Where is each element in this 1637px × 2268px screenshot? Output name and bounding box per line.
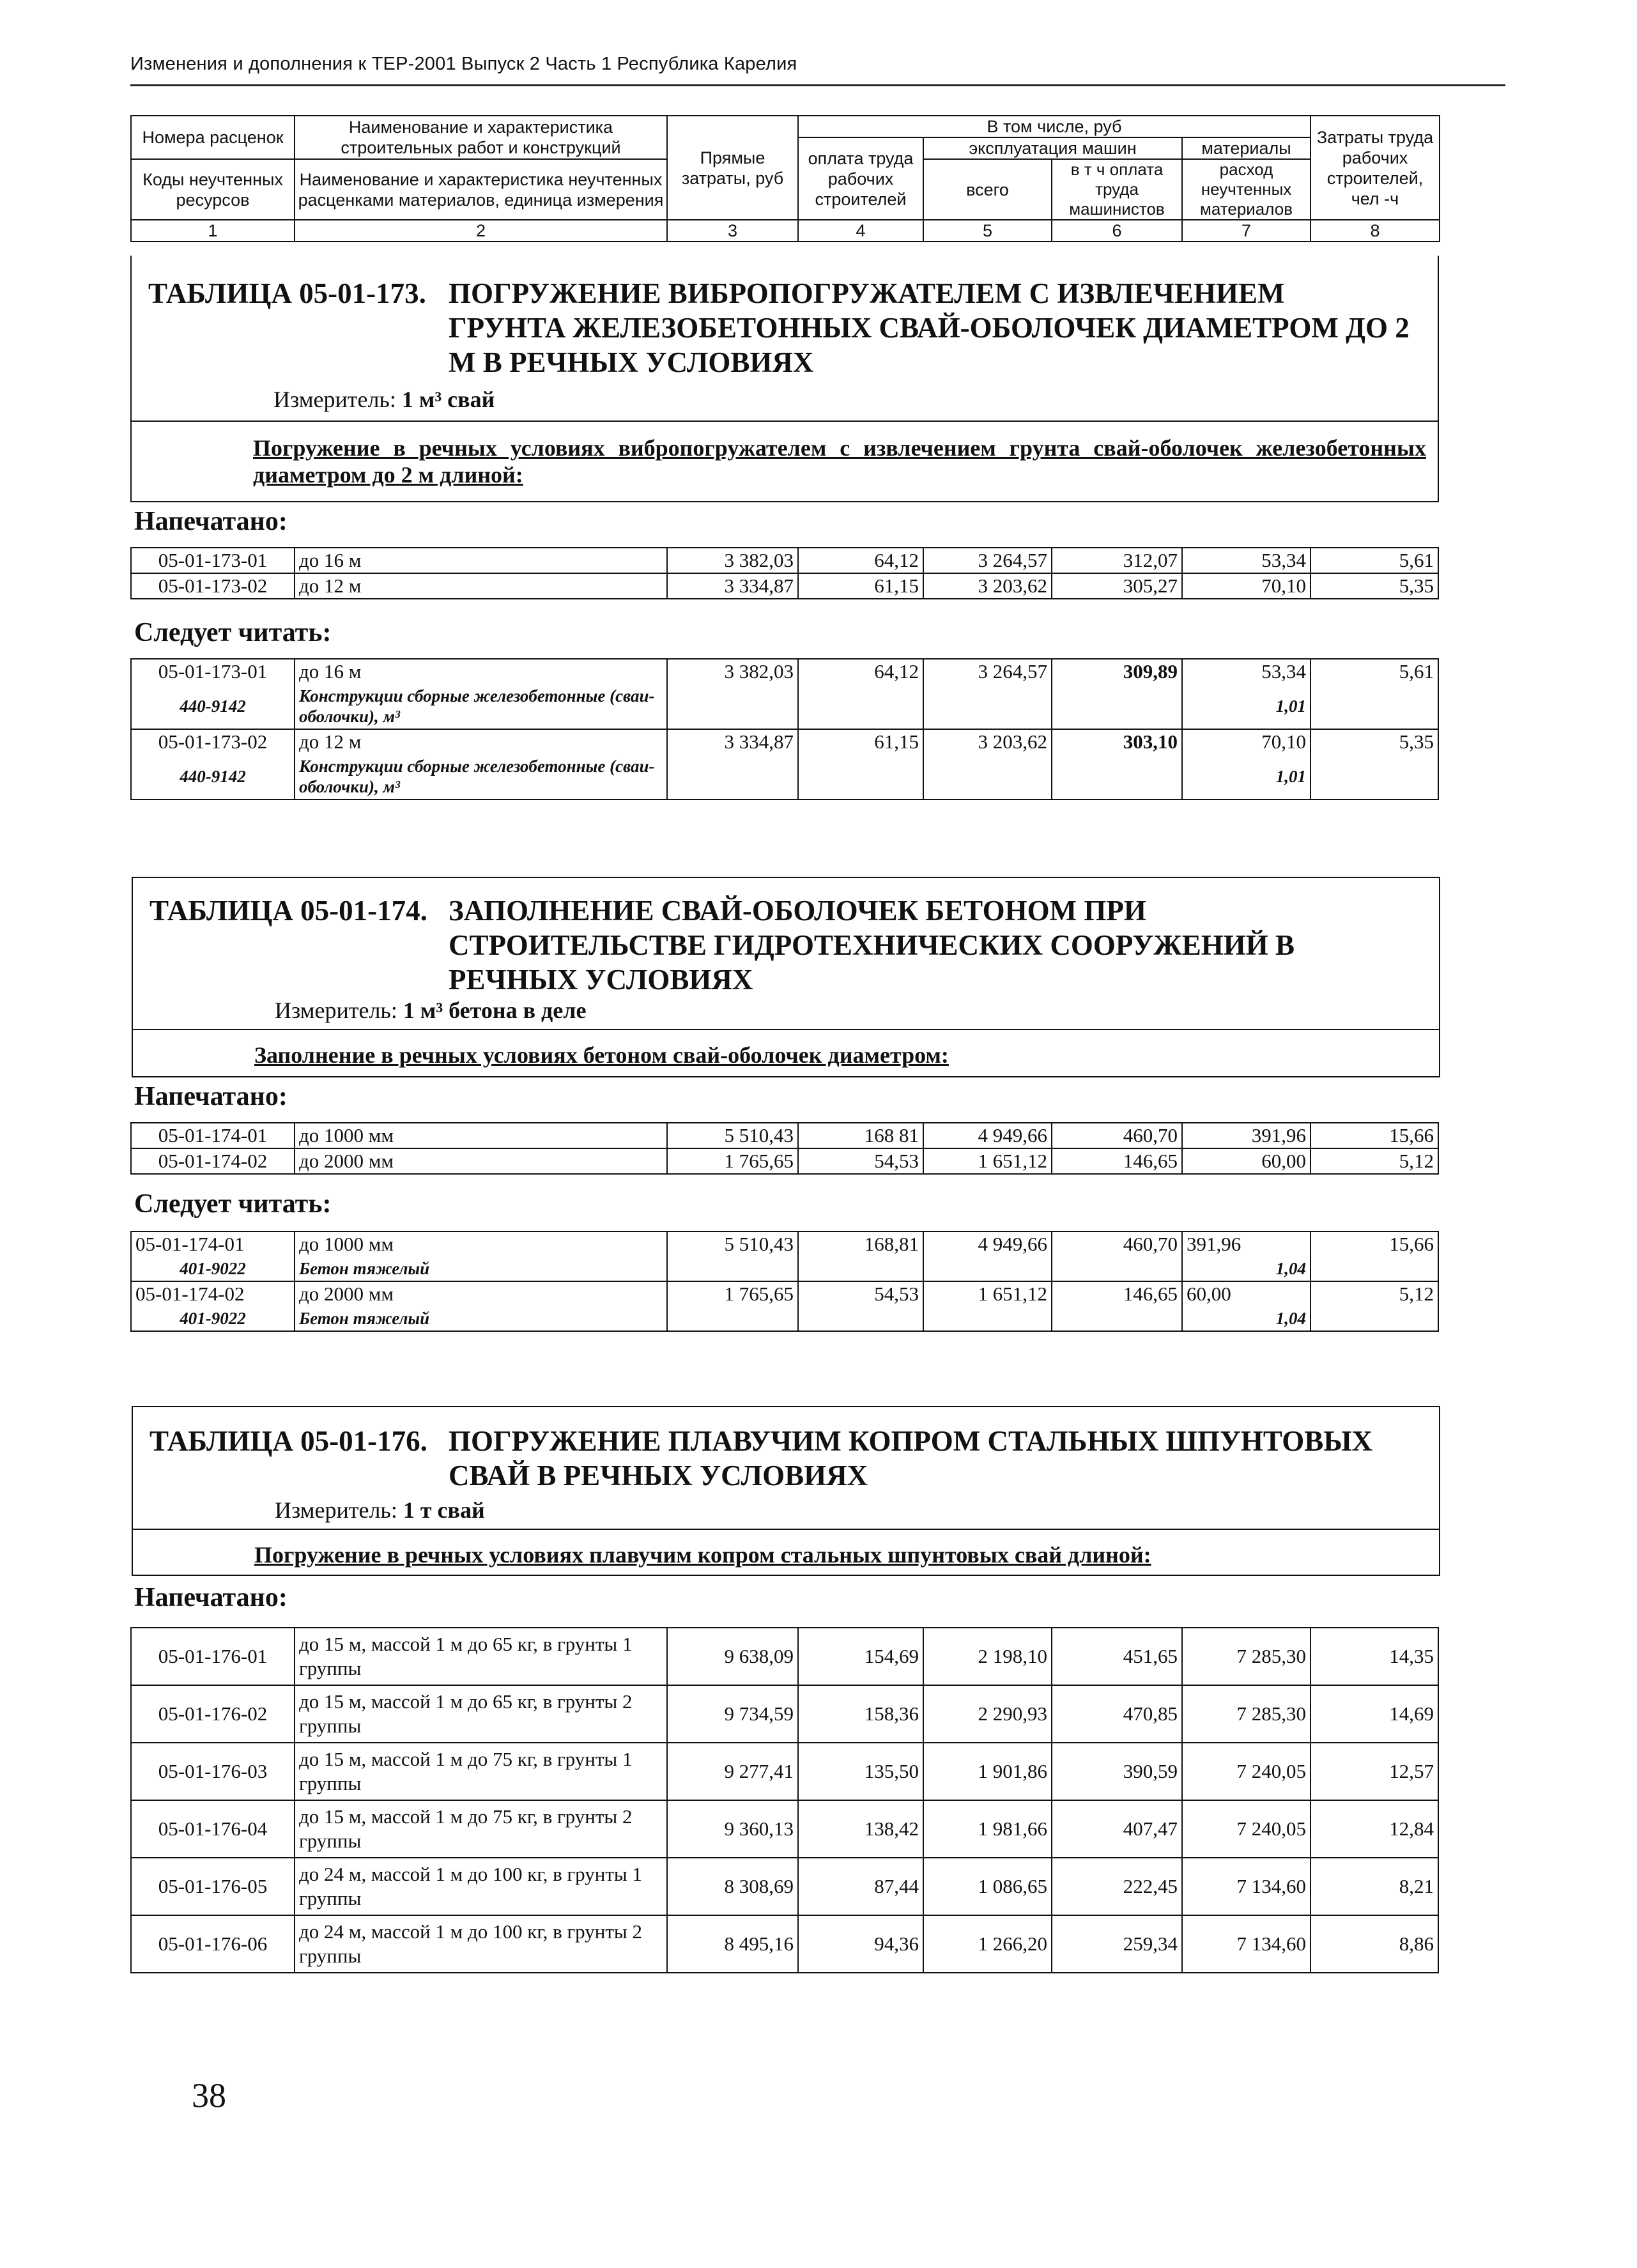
row-c5: 3 203,62 bbox=[923, 729, 1052, 754]
col-2b-header: Наименование и характеристика неучтенных расценками материалов, единица измерения bbox=[295, 159, 667, 220]
empty-cell bbox=[1052, 684, 1182, 729]
row-c3: 3 334,87 bbox=[667, 729, 798, 754]
empty-cell bbox=[798, 754, 923, 799]
row-c6: 390,59 bbox=[1052, 1743, 1182, 1800]
row-name: до 15 м, массой 1 м до 75 кг, в грунты 2 группы bbox=[295, 1800, 667, 1858]
empty-cell bbox=[798, 1306, 923, 1331]
row-c8: 14,35 bbox=[1310, 1628, 1438, 1685]
table-174-read-label: Следует читать: bbox=[134, 1189, 332, 1219]
table-row bbox=[131, 729, 1438, 754]
empty-cell bbox=[1052, 754, 1182, 799]
row-c4: 158,36 bbox=[798, 1685, 923, 1743]
row-code: 05-01-173-01 bbox=[131, 659, 295, 684]
column-header-table bbox=[130, 115, 1440, 242]
table-176-title-line2: СВАЙ В РЕЧНЫХ УСЛОВИЯХ bbox=[449, 1460, 868, 1492]
table-row bbox=[131, 1231, 1438, 1256]
col-num-5: 5 bbox=[923, 220, 1052, 242]
row-c8: 15,66 bbox=[1310, 1231, 1438, 1256]
resource-row bbox=[131, 1256, 1438, 1281]
row-c5: 1 266,20 bbox=[923, 1915, 1052, 1973]
row-c4: 87,44 bbox=[798, 1858, 923, 1915]
table-174-measure bbox=[275, 997, 586, 1024]
col-num-8: 8 bbox=[1310, 220, 1440, 242]
col-num-3: 3 bbox=[667, 220, 798, 242]
machines-header: эксплуатация машин bbox=[923, 137, 1182, 159]
table-173-title-box bbox=[130, 256, 1439, 502]
table-176-title-prefix: ТАБЛИЦА 05-01-176. bbox=[150, 1425, 427, 1457]
table-173-description: Погружение в речных условиях вибропогружателем с извлечением грунта свай-оболочек железобетонных диаметром до 2 м длиной: bbox=[253, 435, 1426, 488]
row-code: 05-01-176-03 bbox=[131, 1743, 295, 1800]
table-173-title-prefix: ТАБЛИЦА 05-01-173. bbox=[148, 277, 426, 309]
incl-header: В том числе, руб bbox=[798, 116, 1310, 137]
row-c3: 9 360,13 bbox=[667, 1800, 798, 1858]
table-174-corrected bbox=[130, 1231, 1439, 1332]
row-c5: 3 264,57 bbox=[923, 659, 1052, 684]
row-c8: 5,35 bbox=[1310, 729, 1438, 754]
row-c6: 470,85 bbox=[1052, 1685, 1182, 1743]
table-176-title-line1: ПОГРУЖЕНИЕ ПЛАВУЧИМ КОПРОМ СТАЛЬНЫХ ШПУНТОВЫХ bbox=[449, 1425, 1372, 1457]
row-c4: 61,15 bbox=[798, 573, 923, 599]
resource-qty: 1,01 bbox=[1182, 754, 1310, 799]
row-c8: 8,86 bbox=[1310, 1915, 1438, 1973]
row-c8: 5,61 bbox=[1310, 659, 1438, 684]
col-num-2: 2 bbox=[295, 220, 667, 242]
empty-cell bbox=[667, 754, 798, 799]
empty-cell bbox=[1310, 1306, 1438, 1331]
row-c3: 8 495,16 bbox=[667, 1915, 798, 1973]
resource-code: 440-9142 bbox=[131, 684, 295, 729]
table-173-printed-label: Напечатано: bbox=[134, 507, 288, 536]
table-row bbox=[131, 573, 1438, 599]
table-173-measure-label: Измеритель: bbox=[273, 387, 396, 412]
row-code: 05-01-176-04 bbox=[131, 1800, 295, 1858]
row-c8: 14,69 bbox=[1310, 1685, 1438, 1743]
row-c7: 70,10 bbox=[1182, 573, 1310, 599]
table-176-printed bbox=[130, 1627, 1439, 1973]
row-c8: 5,61 bbox=[1310, 548, 1438, 573]
resource-row bbox=[131, 1306, 1438, 1331]
row-c6: 451,65 bbox=[1052, 1628, 1182, 1685]
row-c7: 7 285,30 bbox=[1182, 1685, 1310, 1743]
col-6-header: в т ч оплата труда машинистов bbox=[1052, 159, 1182, 220]
row-name: до 2000 мм bbox=[295, 1148, 667, 1174]
row-c8: 15,66 bbox=[1310, 1123, 1438, 1148]
row-c3: 9 277,41 bbox=[667, 1743, 798, 1800]
row-name: до 12 м bbox=[295, 729, 667, 754]
row-c8: 5,12 bbox=[1310, 1148, 1438, 1174]
table-174-separator bbox=[133, 1029, 1439, 1030]
row-c6: 259,34 bbox=[1052, 1915, 1182, 1973]
row-name: до 15 м, массой 1 м до 65 кг, в грунты 1 группы bbox=[295, 1628, 667, 1685]
row-c8: 8,21 bbox=[1310, 1858, 1438, 1915]
empty-cell bbox=[923, 684, 1052, 729]
table-row bbox=[131, 1281, 1438, 1306]
empty-cell bbox=[923, 1256, 1052, 1281]
row-c8: 5,12 bbox=[1310, 1281, 1438, 1306]
row-c4: 64,12 bbox=[798, 548, 923, 573]
empty-cell bbox=[1310, 754, 1438, 799]
col-num-6: 6 bbox=[1052, 220, 1182, 242]
table-176-measure-label: Измеритель: bbox=[275, 1497, 397, 1523]
row-name: до 1000 мм bbox=[295, 1231, 667, 1256]
row-c7: 70,10 bbox=[1182, 729, 1310, 754]
resource-name: Бетон тяжелый bbox=[295, 1306, 667, 1331]
row-c5: 2 290,93 bbox=[923, 1685, 1052, 1743]
empty-cell bbox=[923, 1306, 1052, 1331]
table-173-title-line1: ПОГРУЖЕНИЕ ВИБРОПОГРУЖАТЕЛЕМ С ИЗВЛЕЧЕНИЕМ bbox=[449, 277, 1285, 309]
row-code: 05-01-173-02 bbox=[131, 729, 295, 754]
row-c6: 303,10 bbox=[1052, 729, 1182, 754]
row-c8: 12,84 bbox=[1310, 1800, 1438, 1858]
table-174-measure-value: 1 м³ бетона в деле bbox=[403, 998, 587, 1023]
table-173-corrected bbox=[130, 658, 1439, 800]
empty-cell bbox=[1052, 1256, 1182, 1281]
empty-cell bbox=[1310, 684, 1438, 729]
page-number: 38 bbox=[192, 2076, 226, 2115]
row-c7: 53,34 bbox=[1182, 548, 1310, 573]
row-code: 05-01-174-01 bbox=[131, 1123, 295, 1148]
empty-cell bbox=[798, 684, 923, 729]
row-c4: 54,53 bbox=[798, 1148, 923, 1174]
table-row bbox=[131, 548, 1438, 573]
row-code: 05-01-174-01 bbox=[131, 1231, 295, 1256]
row-c6: 312,07 bbox=[1052, 548, 1182, 573]
row-c5: 3 203,62 bbox=[923, 573, 1052, 599]
materials-header: материалы bbox=[1182, 137, 1310, 159]
empty-cell bbox=[667, 1256, 798, 1281]
table-row bbox=[131, 659, 1438, 684]
row-c7: 391,96 bbox=[1182, 1123, 1310, 1148]
resource-code: 440-9142 bbox=[131, 754, 295, 799]
row-code: 05-01-176-05 bbox=[131, 1858, 295, 1915]
table-176-description: Погружение в речных условиях плавучим копром стальных шпунтовых свай длиной: bbox=[254, 1542, 1151, 1568]
table-174-measure-label: Измеритель: bbox=[275, 998, 397, 1023]
table-174-title-line2: СТРОИТЕЛЬСТВЕ ГИДРОТЕХНИЧЕСКИХ СООРУЖЕНИЙ В bbox=[449, 929, 1295, 961]
row-c5: 4 949,66 bbox=[923, 1123, 1052, 1148]
row-code: 05-01-174-02 bbox=[131, 1281, 295, 1306]
row-c4: 168,81 bbox=[798, 1231, 923, 1256]
row-c4: 54,53 bbox=[798, 1281, 923, 1306]
col-3-header: Прямые затраты, руб bbox=[667, 116, 798, 220]
row-c7: 60,00 bbox=[1182, 1148, 1310, 1174]
table-176-printed-label: Напечатано: bbox=[134, 1583, 288, 1612]
table-176-measure bbox=[275, 1497, 485, 1524]
row-c4: 135,50 bbox=[798, 1743, 923, 1800]
row-c6: 222,45 bbox=[1052, 1858, 1182, 1915]
empty-cell bbox=[667, 684, 798, 729]
row-name: до 12 м bbox=[295, 573, 667, 599]
table-173-measure bbox=[273, 386, 495, 413]
col-1b-header: Коды неучтенных ресурсов bbox=[131, 159, 295, 220]
row-c5: 1 901,86 bbox=[923, 1743, 1052, 1800]
row-code: 05-01-173-01 bbox=[131, 548, 295, 573]
table-174-title-prefix: ТАБЛИЦА 05-01-174. bbox=[150, 895, 427, 927]
row-c3: 1 765,65 bbox=[667, 1148, 798, 1174]
row-c6: 146,65 bbox=[1052, 1148, 1182, 1174]
resource-code: 401-9022 bbox=[131, 1256, 295, 1281]
running-header: Изменения и дополнения к ТЕР-2001 Выпуск 2 Часть 1 Республика Карелия bbox=[130, 54, 797, 74]
header-rule bbox=[130, 84, 1505, 86]
row-c3: 3 382,03 bbox=[667, 548, 798, 573]
col-1a-header: Номера расценок bbox=[131, 116, 295, 159]
row-c3: 5 510,43 bbox=[667, 1123, 798, 1148]
row-c4: 138,42 bbox=[798, 1800, 923, 1858]
table-174-title-line1: ЗАПОЛНЕНИЕ СВАЙ-ОБОЛОЧЕК БЕТОНОМ ПРИ bbox=[449, 895, 1146, 927]
col-5-header: всего bbox=[923, 159, 1052, 220]
row-c5: 1 981,66 bbox=[923, 1800, 1052, 1858]
table-row bbox=[131, 1858, 1438, 1915]
row-c5: 1 651,12 bbox=[923, 1281, 1052, 1306]
empty-cell bbox=[923, 754, 1052, 799]
row-c5: 3 264,57 bbox=[923, 548, 1052, 573]
table-173-title-line3: М В РЕЧНЫХ УСЛОВИЯХ bbox=[449, 346, 814, 378]
resource-name: Конструкции сборные железобетонные (сваи-оболочки), м³ bbox=[295, 684, 667, 729]
row-c8: 12,57 bbox=[1310, 1743, 1438, 1800]
empty-cell bbox=[1310, 1256, 1438, 1281]
row-c7: 60,00 bbox=[1182, 1281, 1310, 1306]
empty-cell bbox=[667, 1306, 798, 1331]
table-173-separator bbox=[132, 420, 1438, 422]
table-174-title-box bbox=[132, 877, 1440, 1077]
row-code: 05-01-174-02 bbox=[131, 1148, 295, 1174]
row-name: до 15 м, массой 1 м до 65 кг, в грунты 2 группы bbox=[295, 1685, 667, 1743]
table-176-title-box bbox=[132, 1406, 1440, 1576]
row-c4: 168 81 bbox=[798, 1123, 923, 1148]
row-name: до 24 м, массой 1 м до 100 кг, в грунты 1 группы bbox=[295, 1858, 667, 1915]
row-name: до 15 м, массой 1 м до 75 кг, в грунты 1 группы bbox=[295, 1743, 667, 1800]
row-c7: 7 240,05 bbox=[1182, 1743, 1310, 1800]
row-c3: 9 638,09 bbox=[667, 1628, 798, 1685]
resource-name: Конструкции сборные железобетонные (сваи-оболочки), м³ bbox=[295, 754, 667, 799]
row-c6: 146,65 bbox=[1052, 1281, 1182, 1306]
resource-qty: 1,04 bbox=[1182, 1256, 1310, 1281]
row-code: 05-01-176-06 bbox=[131, 1915, 295, 1973]
resource-code: 401-9022 bbox=[131, 1306, 295, 1331]
col-num-1: 1 bbox=[131, 220, 295, 242]
row-name: до 16 м bbox=[295, 548, 667, 573]
row-c3: 5 510,43 bbox=[667, 1231, 798, 1256]
table-row bbox=[131, 1148, 1438, 1174]
table-row bbox=[131, 1123, 1438, 1148]
table-row bbox=[131, 1743, 1438, 1800]
row-c7: 7 134,60 bbox=[1182, 1858, 1310, 1915]
col-7-header: расход неучтенных материалов bbox=[1182, 159, 1310, 220]
row-name: до 2000 мм bbox=[295, 1281, 667, 1306]
table-row bbox=[131, 1628, 1438, 1685]
row-c6: 309,89 bbox=[1052, 659, 1182, 684]
table-row bbox=[131, 1915, 1438, 1973]
col-8-header: Затраты труда рабочих строителей, чел -ч bbox=[1310, 116, 1440, 220]
col-4-header: оплата труда рабочих строителей bbox=[798, 137, 923, 220]
row-c7: 7 134,60 bbox=[1182, 1915, 1310, 1973]
row-c6: 407,47 bbox=[1052, 1800, 1182, 1858]
row-c4: 61,15 bbox=[798, 729, 923, 754]
table-173-read-label: Следует читать: bbox=[134, 618, 332, 647]
row-code: 05-01-176-01 bbox=[131, 1628, 295, 1685]
table-173-title-line2: ГРУНТА ЖЕЛЕЗОБЕТОННЫХ СВАЙ-ОБОЛОЧЕК ДИАМЕТРОМ ДО 2 bbox=[449, 312, 1410, 344]
table-173-printed bbox=[130, 547, 1439, 599]
row-c5: 2 198,10 bbox=[923, 1628, 1052, 1685]
resource-name: Бетон тяжелый bbox=[295, 1256, 667, 1281]
row-c5: 1 651,12 bbox=[923, 1148, 1052, 1174]
row-c3: 9 734,59 bbox=[667, 1685, 798, 1743]
row-c3: 1 765,65 bbox=[667, 1281, 798, 1306]
col-2a-header: Наименование и характеристика строительных работ и конструкций bbox=[295, 116, 667, 159]
row-c4: 94,36 bbox=[798, 1915, 923, 1973]
empty-cell bbox=[798, 1256, 923, 1281]
table-174-title-line3: РЕЧНЫХ УСЛОВИЯХ bbox=[449, 964, 753, 996]
row-c3: 3 334,87 bbox=[667, 573, 798, 599]
row-c4: 154,69 bbox=[798, 1628, 923, 1685]
resource-qty: 1,01 bbox=[1182, 684, 1310, 729]
row-c3: 8 308,69 bbox=[667, 1858, 798, 1915]
row-c5: 4 949,66 bbox=[923, 1231, 1052, 1256]
row-c3: 3 382,03 bbox=[667, 659, 798, 684]
row-c7: 391,96 bbox=[1182, 1231, 1310, 1256]
row-c4: 64,12 bbox=[798, 659, 923, 684]
table-row bbox=[131, 1685, 1438, 1743]
row-c6: 460,70 bbox=[1052, 1123, 1182, 1148]
empty-cell bbox=[1052, 1306, 1182, 1331]
row-c6: 305,27 bbox=[1052, 573, 1182, 599]
table-174-printed-label: Напечатано: bbox=[134, 1082, 288, 1111]
col-num-7: 7 bbox=[1182, 220, 1310, 242]
resource-row bbox=[131, 754, 1438, 799]
row-name: до 24 м, массой 1 м до 100 кг, в грунты 2 группы bbox=[295, 1915, 667, 1973]
row-c5: 1 086,65 bbox=[923, 1858, 1052, 1915]
resource-row bbox=[131, 684, 1438, 729]
row-code: 05-01-176-02 bbox=[131, 1685, 295, 1743]
row-c7: 7 285,30 bbox=[1182, 1628, 1310, 1685]
table-176-measure-value: 1 т свай bbox=[403, 1497, 485, 1523]
table-174-description: Заполнение в речных условиях бетоном свай-оболочек диаметром: bbox=[254, 1042, 949, 1068]
col-num-4: 4 bbox=[798, 220, 923, 242]
row-c8: 5,35 bbox=[1310, 573, 1438, 599]
row-name: до 16 м bbox=[295, 659, 667, 684]
row-c7: 7 240,05 bbox=[1182, 1800, 1310, 1858]
table-row bbox=[131, 1800, 1438, 1858]
resource-qty: 1,04 bbox=[1182, 1306, 1310, 1331]
row-c6: 460,70 bbox=[1052, 1231, 1182, 1256]
row-name: до 1000 мм bbox=[295, 1123, 667, 1148]
table-174-printed bbox=[130, 1122, 1439, 1175]
row-c7: 53,34 bbox=[1182, 659, 1310, 684]
table-173-measure-value: 1 м³ свай bbox=[401, 387, 495, 412]
row-code: 05-01-173-02 bbox=[131, 573, 295, 599]
table-176-separator bbox=[133, 1529, 1439, 1530]
